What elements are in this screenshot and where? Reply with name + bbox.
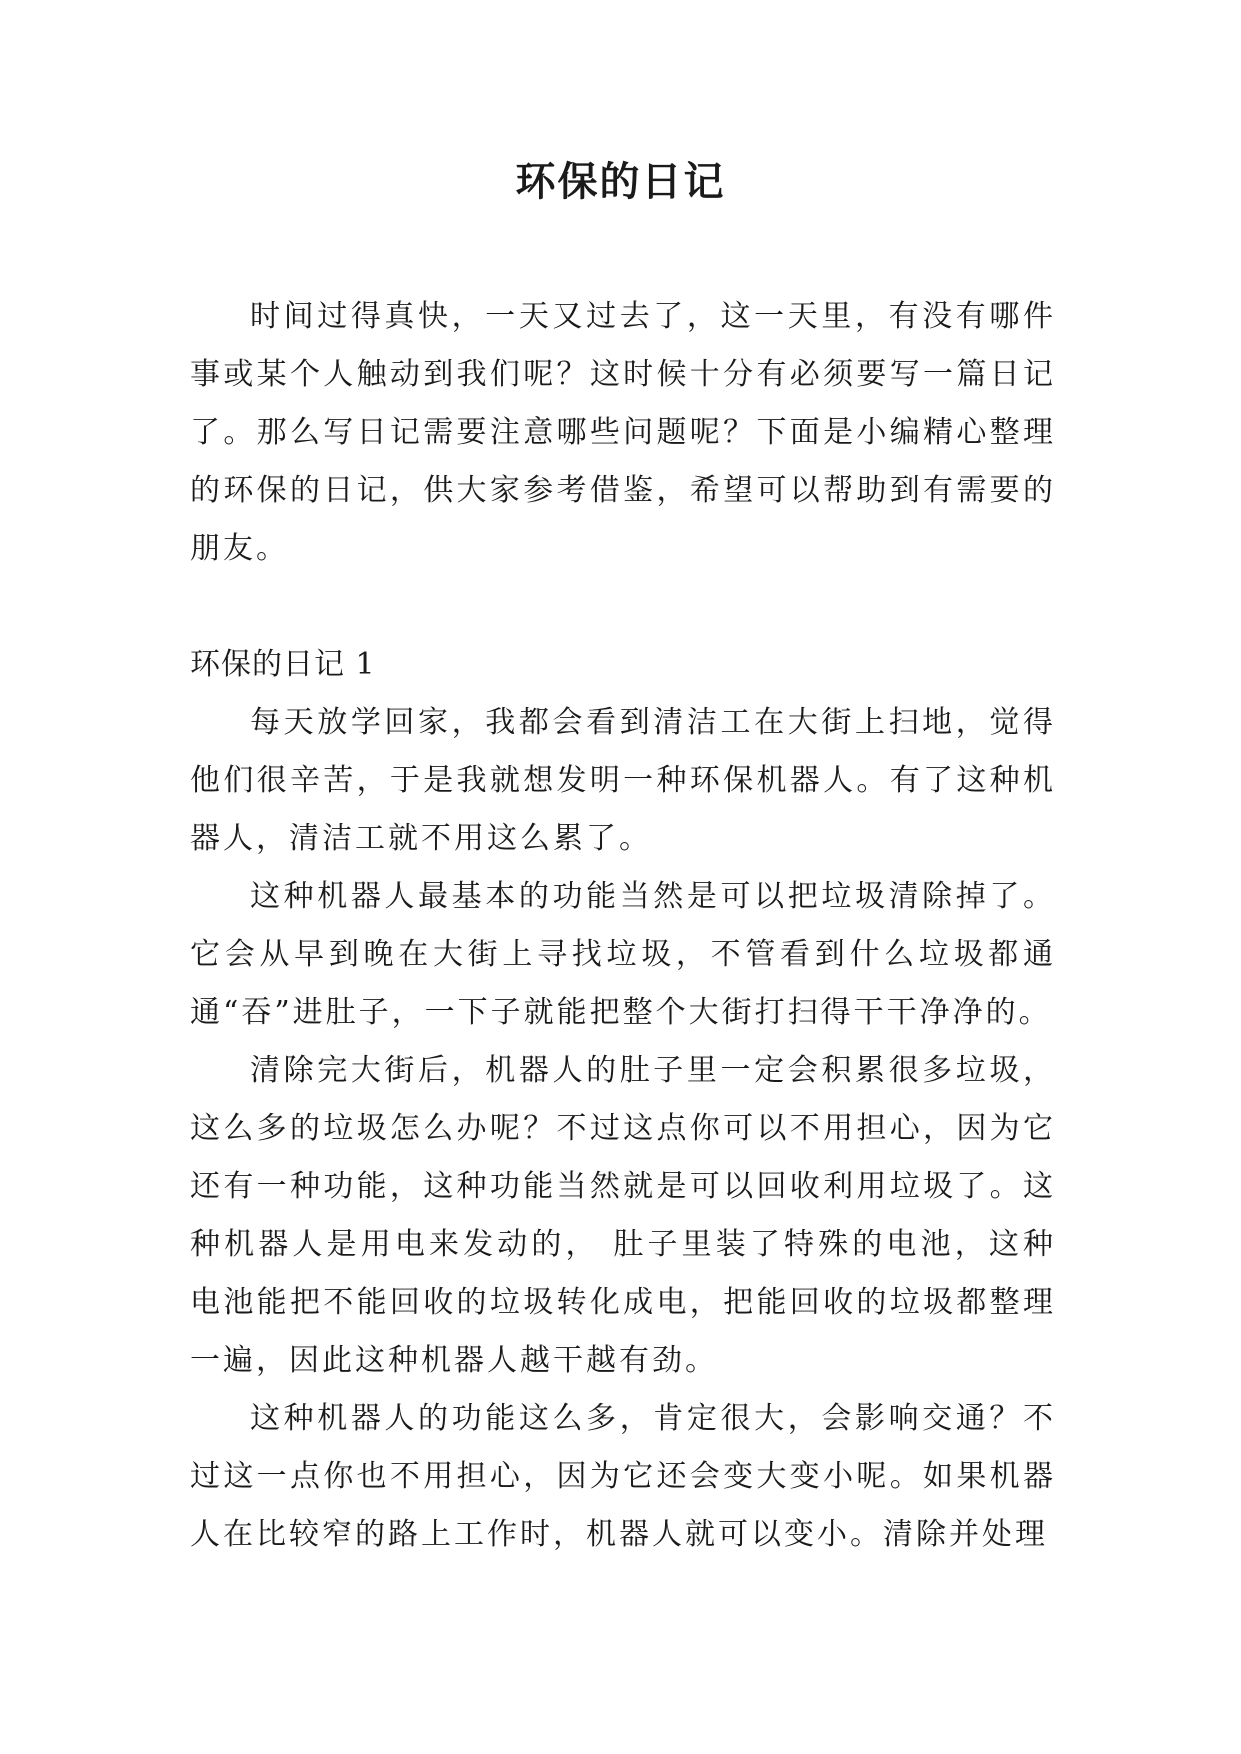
- body-paragraph: 这种机器人的功能这么多，肯定很大，会影响交通？不过这一点你也不用担心，因为它还会变大变小呢。如果机器人在比较窄的路上工作时，机器人就可以变小。清除并处理: [190, 1401, 1056, 1552]
- body-paragraph: 每天放学回家，我都会看到清洁工在大街上扫地，觉得他们很辛苦，于是我就想发明一种环保机器人。有了这种机器人，清洁工就不用这么累了。: [190, 705, 1056, 856]
- body-paragraph: 这种机器人最基本的功能当然是可以把垃圾清除掉了。它会从早到晚在大街上寻找垃圾，不管看到什么垃圾都通通“吞”进肚子，一下子就能把整个大街打扫得干干净净的。: [190, 879, 1056, 1030]
- body-paragraph: 清除完大街后，机器人的肚子里一定会积累很多垃圾，这么多的垃圾怎么办呢？不过这点你可以不用担心，因为它还有一种功能，这种功能当然就是可以回收利用垃圾了。这种机器人是用电来发动的， 肚子里装了特殊的电池，这种电池能把不能回收的垃圾转化成电，把能回收的垃圾都整理一遍，因此这种机器人越干越有劲。: [190, 1053, 1056, 1378]
- intro-paragraph: 时间过得真快，一天又过去了，这一天里，有没有哪件事或某个人触动到我们呢？这时候十分有必须要写一篇日记了。那么写日记需要注意哪些问题呢？下面是小编精心整理的环保的日记，供大家参考借鉴，希望可以帮助到有需要的朋友。: [190, 299, 1056, 566]
- section-heading: 环保的日记 1: [190, 647, 376, 682]
- document-body: [190, 288, 1056, 1564]
- document-title: 环保的日记: [515, 159, 726, 205]
